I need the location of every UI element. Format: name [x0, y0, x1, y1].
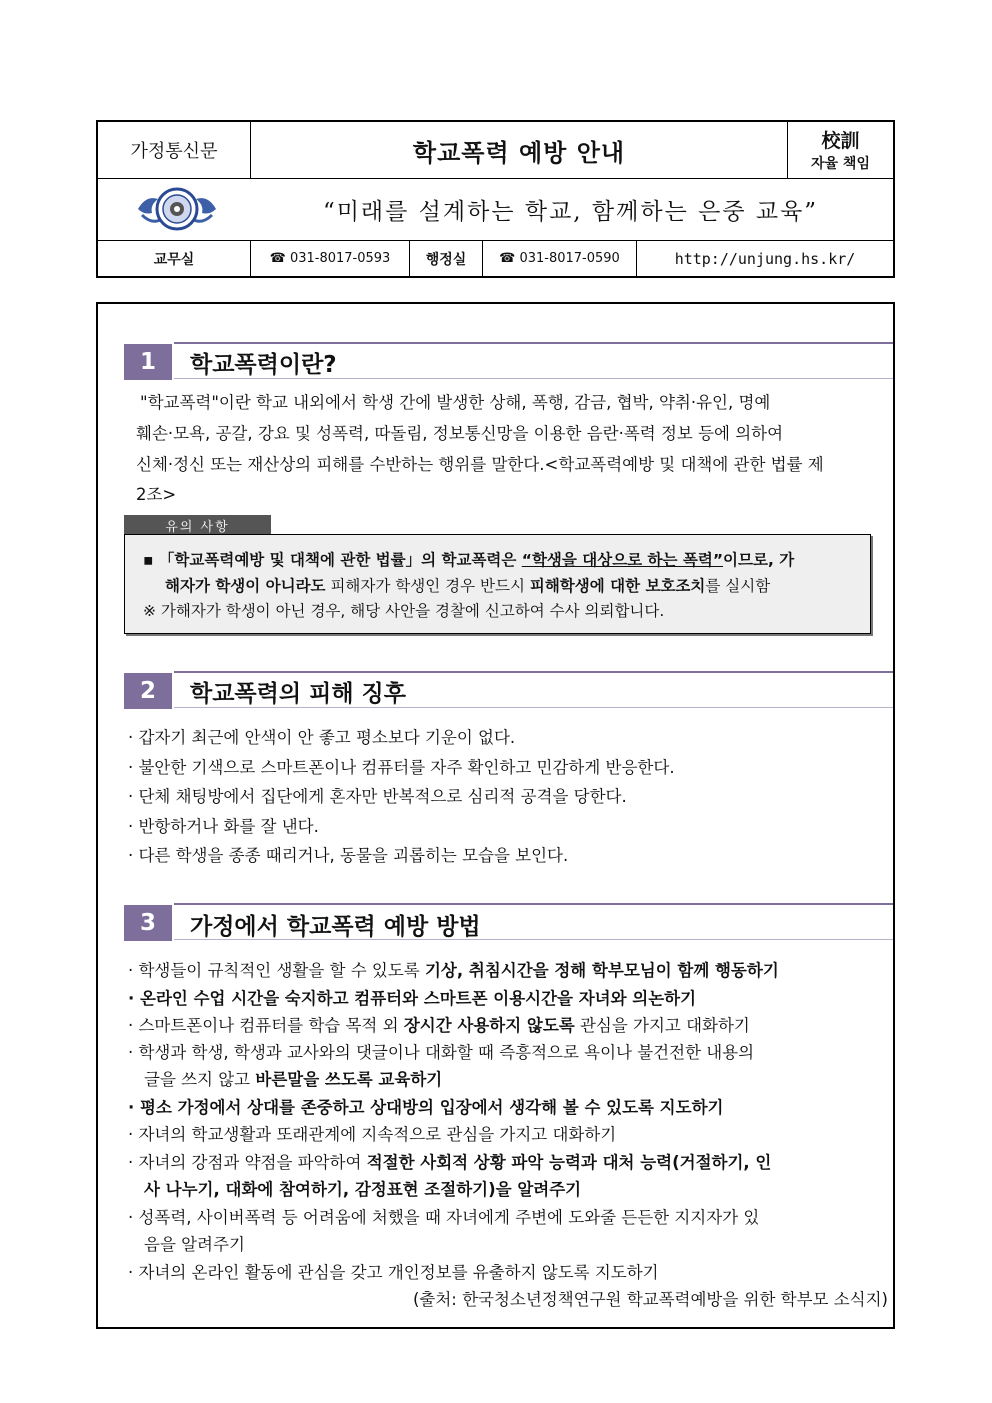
school-slogan: “미래를 설계하는 학교, 함께하는 은중 교육”: [322, 198, 819, 225]
section3-item8-line2: 음을 알려주기: [144, 1235, 245, 1254]
section2-item4: · 반항하거나 화를 잘 낸다.: [128, 817, 319, 836]
section3-item8-line1: · 성폭력, 사이버폭력 등 어려움에 처했을 때 자녀에게 주변에 도와줄 든든한 지지자가 있: [128, 1208, 760, 1227]
section3-item9: · 자녀의 온라인 활동에 관심을 갖고 개인정보를 유출하지 않도록 지도하기: [128, 1263, 659, 1282]
section2-item2: · 불안한 기색으로 스마트폰이나 컴퓨터를 자주 확인하고 민감하게 반응한다.: [128, 758, 675, 777]
notice-line1: ▪ 「학교폭력예방 및 대책에 관한 법률」의 학교폭력은 “학생을 대상으로 하는 폭력”이므로, 가: [143, 551, 795, 569]
section3-item4-line1: · 학생과 학생, 학생과 교사와의 댓글이나 대화할 때 즉흥적으로 욕이나 불건전한 내용의: [128, 1043, 755, 1062]
section1-line2: 훼손·모욕, 공갈, 강요 및 성폭력, 따돌림, 정보통신망을 이용한 음란·폭력 정보 등에 의하여: [136, 424, 784, 443]
section3-item2: · 온라인 수업 시간을 숙지하고 컴퓨터와 스마트폰 이용시간을 자녀와 의논하기: [128, 989, 697, 1008]
section1-line1: "학교폭력"이란 학교 내외에서 학생 간에 발생한 상해, 폭행, 감금, 협박, 약취·유인, 명예: [140, 393, 771, 412]
office2-label: 행정실: [425, 251, 467, 268]
office1-label: 교무실: [153, 251, 195, 268]
doc-title: 학교폭력 예방 안내: [412, 138, 626, 167]
section3-number: 3: [124, 905, 172, 941]
section2-item5: · 다른 학생을 종종 때리거나, 동물을 괴롭히는 모습을 보인다.: [128, 846, 569, 865]
header-table: [96, 120, 895, 278]
section2-number: 2: [124, 673, 172, 709]
section3-item7-line1: · 자녀의 강점과 약점을 파악하여 적절한 사회적 상황 파악 능력과 대처 능력(거절하기, 인: [128, 1153, 772, 1172]
office2-phone: ☎ 031-8017-0590: [499, 251, 620, 266]
section2-item1: · 갑자기 최근에 안색이 안 좋고 평소보다 기운이 없다.: [128, 728, 516, 747]
section3-title: 가정에서 학교폭력 예방 방법: [190, 914, 481, 940]
source-citation: (출처: 한국청소년정책연구원 학교폭력예방을 위한 학부모 소식지): [412, 1290, 888, 1309]
section2-item3: · 단체 채팅방에서 집단에게 혼자만 반복적으로 심리적 공격을 당한다.: [128, 787, 627, 806]
motto-text: 자율 책임: [811, 156, 870, 172]
section2-title: 학교폭력의 피해 징후: [190, 681, 406, 707]
section1-number: 1: [124, 344, 172, 380]
section3-item4-line2: 글을 쓰지 않고 바른말을 쓰도록 교육하기: [144, 1070, 443, 1089]
notice-line2: 해자가 학생이 아니라도 피해자가 학생인 경우 반드시 피해학생에 대한 보호조치를 실시함: [165, 577, 771, 595]
website-link[interactable]: http://unjung.hs.kr/: [674, 249, 856, 268]
section1-line4: 2조>: [136, 485, 177, 504]
notice-bullet: ▪: [143, 551, 154, 569]
section1-title: 학교폭력이란?: [190, 352, 337, 378]
school-emblem-icon: [136, 185, 218, 233]
section3-item3: · 스마트폰이나 컴퓨터를 학습 목적 외 장시간 사용하지 않도록 관심을 가지고 대화하기: [128, 1016, 750, 1035]
section3-item5: · 평소 가정에서 상대를 존중하고 상대방의 입장에서 생각해 볼 수 있도록 지도하기: [128, 1098, 724, 1117]
section3-item7-line2: 사 나누기, 대화에 참여하기, 감정표현 조절하기)을 알려주기: [144, 1180, 582, 1199]
section3-item1: · 학생들이 규칙적인 생활을 할 수 있도록 기상, 취침시간을 정해 학부모님이 함께 행동하기: [128, 961, 779, 980]
doc-type-label: 가정통신문: [130, 141, 218, 162]
notice-label: 유의 사항: [124, 515, 271, 535]
office1-phone: ☎ 031-8017-0593: [269, 251, 391, 266]
section1-line3: 신체·정신 또는 재산상의 피해를 수반하는 행위를 말한다.<학교폭력예방 및 대책에 관한 법률 제: [136, 455, 824, 474]
motto-label: 校訓: [821, 129, 860, 152]
notice-line3: ※ 가해자가 학생이 아닌 경우, 해당 사안을 경찰에 신고하여 수사 의뢰합니다.: [143, 602, 665, 620]
section3-item6: · 자녀의 학교생활과 또래관계에 지속적으로 관심을 가지고 대화하기: [128, 1125, 617, 1144]
